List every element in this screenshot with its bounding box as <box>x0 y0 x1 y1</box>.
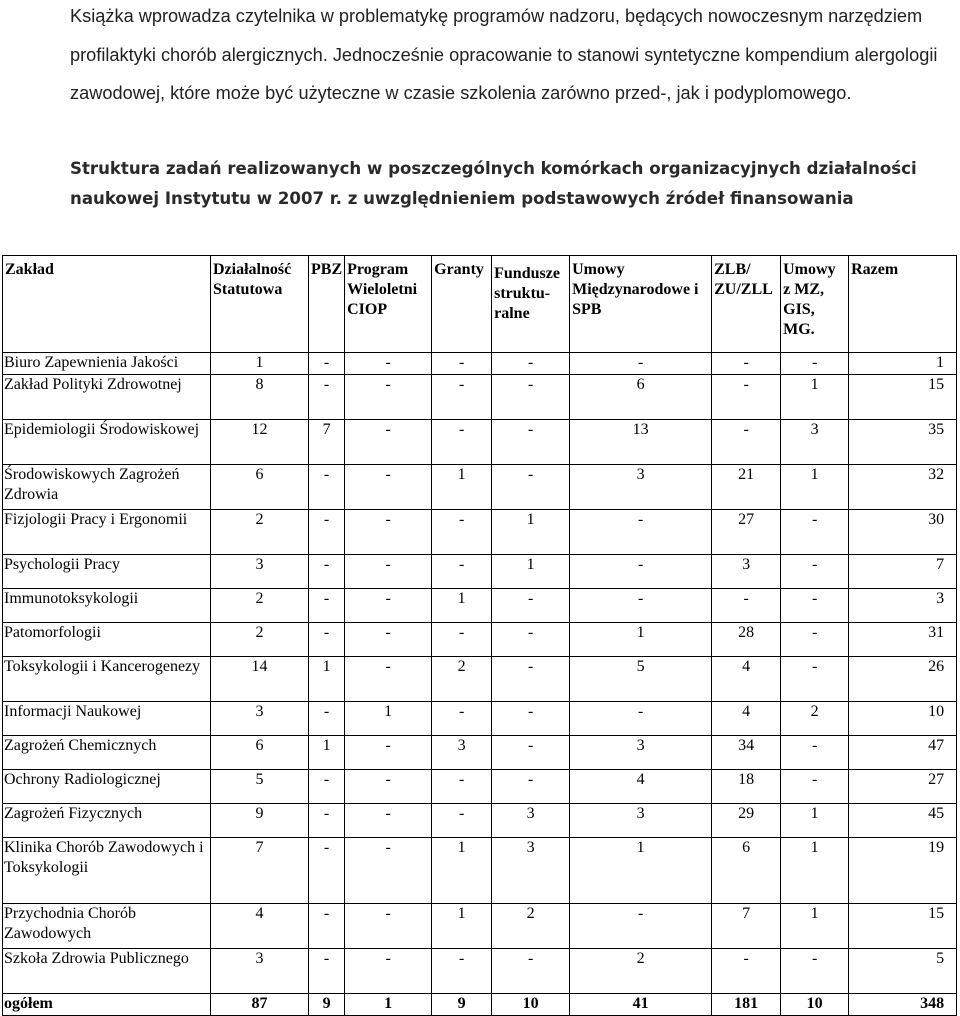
row-value-cell: 2 <box>211 623 309 657</box>
row-value-cell: 34 <box>712 736 781 770</box>
row-value-cell: 12 <box>211 420 309 465</box>
row-unit-name: Ochrony Radiologicznej <box>3 770 211 804</box>
row-value-cell: - <box>781 555 849 589</box>
row-value-cell: - <box>570 904 712 949</box>
row-value-cell: - <box>309 702 345 736</box>
table-row <box>3 510 957 555</box>
row-value-cell: 1 <box>570 838 712 904</box>
row-total-cell: 27 <box>849 770 957 804</box>
row-value-cell: 1 <box>309 657 345 702</box>
total-label: ogółem <box>3 994 211 1016</box>
row-unit-name: Toksykologii i Kancerogenezy <box>3 657 211 702</box>
row-value-cell: - <box>345 949 432 994</box>
row-value-cell: - <box>309 353 345 375</box>
table-row <box>3 420 957 465</box>
row-value-cell: - <box>345 904 432 949</box>
row-total-cell: 47 <box>849 736 957 770</box>
row-value-cell: 1 <box>781 838 849 904</box>
row-value-cell: 1 <box>781 375 849 420</box>
row-value-cell: 29 <box>712 804 781 838</box>
table-row <box>3 702 957 736</box>
row-value-cell: - <box>492 770 570 804</box>
row-value-cell: - <box>781 657 849 702</box>
row-unit-name: Zagrożeń Fizycznych <box>3 804 211 838</box>
row-value-cell: 4 <box>712 657 781 702</box>
funding-table <box>2 255 957 1016</box>
row-unit-name: Psychologii Pracy <box>3 555 211 589</box>
row-unit-name: Patomorfologii <box>3 623 211 657</box>
row-value-cell: 5 <box>570 657 712 702</box>
row-value-cell: - <box>492 353 570 375</box>
row-value-cell: - <box>345 420 432 465</box>
row-value-cell: - <box>781 949 849 994</box>
row-value-cell: - <box>309 804 345 838</box>
row-value-cell: 3 <box>211 949 309 994</box>
row-value-cell: - <box>432 375 492 420</box>
row-value-cell: - <box>309 589 345 623</box>
header-program-wieloletni: Program Wieloletni CIOP <box>345 256 432 353</box>
row-value-cell: - <box>345 770 432 804</box>
row-value-cell: - <box>432 770 492 804</box>
row-value-cell: 3 <box>211 702 309 736</box>
row-total-cell: 45 <box>849 804 957 838</box>
row-value-cell: 3 <box>570 804 712 838</box>
header-pbz: PBZ <box>309 256 345 353</box>
row-value-cell: - <box>345 375 432 420</box>
row-value-cell: - <box>712 353 781 375</box>
row-total-cell: 3 <box>849 589 957 623</box>
row-value-cell: - <box>570 353 712 375</box>
table-row <box>3 949 957 994</box>
row-total-cell: 15 <box>849 904 957 949</box>
row-value-cell: 3 <box>492 804 570 838</box>
row-value-cell: - <box>432 949 492 994</box>
row-value-cell: - <box>712 420 781 465</box>
header-statutowa: Działalność Statutowa <box>211 256 309 353</box>
row-value-cell: - <box>309 555 345 589</box>
row-value-cell: 3 <box>570 736 712 770</box>
row-value-cell: 1 <box>309 736 345 770</box>
row-value-cell: 28 <box>712 623 781 657</box>
row-value-cell: 3 <box>570 465 712 510</box>
row-value-cell: - <box>309 465 345 510</box>
row-value-cell: - <box>712 589 781 623</box>
row-value-cell: 5 <box>211 770 309 804</box>
row-value-cell: - <box>492 657 570 702</box>
row-value-cell: - <box>345 555 432 589</box>
row-value-cell: - <box>432 702 492 736</box>
row-value-cell: 7 <box>211 838 309 904</box>
row-total-cell: 15 <box>849 375 957 420</box>
header-umowy-miedzynarodowe: Umowy Międzynarodowe i SPB <box>570 256 712 353</box>
row-value-cell: - <box>309 770 345 804</box>
row-value-cell: 1 <box>432 465 492 510</box>
row-value-cell: 1 <box>345 702 432 736</box>
row-value-cell: - <box>432 804 492 838</box>
row-value-cell: 2 <box>211 510 309 555</box>
row-value-cell: - <box>345 510 432 555</box>
row-value-cell: - <box>309 838 345 904</box>
row-value-cell: 13 <box>570 420 712 465</box>
row-value-cell: 1 <box>781 465 849 510</box>
header-fundusze-label: Fundusze struktu-ralne <box>494 265 560 322</box>
row-value-cell: - <box>492 623 570 657</box>
row-value-cell: 2 <box>570 949 712 994</box>
row-value-cell: 9 <box>211 804 309 838</box>
row-value-cell: - <box>345 657 432 702</box>
row-unit-name: Przychodnia Chorób Zawodowych <box>3 904 211 949</box>
row-value-cell: - <box>345 804 432 838</box>
row-value-cell: 1 <box>432 589 492 623</box>
row-value-cell: 7 <box>309 420 345 465</box>
row-value-cell: 1 <box>432 904 492 949</box>
row-value-cell: - <box>345 623 432 657</box>
row-value-cell: - <box>309 949 345 994</box>
table-total-row <box>3 994 957 1016</box>
row-value-cell: 1 <box>781 904 849 949</box>
total-value-cell: 9 <box>309 994 345 1016</box>
row-total-cell: 19 <box>849 838 957 904</box>
row-value-cell: 6 <box>570 375 712 420</box>
row-value-cell: 2 <box>211 589 309 623</box>
row-unit-name: Zagrożeń Chemicznych <box>3 736 211 770</box>
row-value-cell: 7 <box>712 904 781 949</box>
row-value-cell: 1 <box>781 804 849 838</box>
header-umowy-mz: Umowy z MZ, GIS, MG. <box>781 256 849 353</box>
header-razem: Razem <box>849 256 957 353</box>
row-value-cell: 4 <box>570 770 712 804</box>
row-value-cell: - <box>781 589 849 623</box>
row-value-cell: 18 <box>712 770 781 804</box>
row-total-cell: 1 <box>849 353 957 375</box>
header-fundusze <box>492 256 570 353</box>
header-granty: Granty <box>432 256 492 353</box>
row-value-cell: 1 <box>492 510 570 555</box>
table-row <box>3 465 957 510</box>
row-value-cell: 3 <box>492 838 570 904</box>
row-value-cell: - <box>432 353 492 375</box>
row-value-cell: 14 <box>211 657 309 702</box>
row-value-cell: - <box>712 375 781 420</box>
row-value-cell: 8 <box>211 375 309 420</box>
total-value-cell: 181 <box>712 994 781 1016</box>
row-value-cell: - <box>570 555 712 589</box>
row-unit-name: Fizjologii Pracy i Ergonomii <box>3 510 211 555</box>
row-value-cell: - <box>570 702 712 736</box>
total-value-cell: 10 <box>781 994 849 1016</box>
row-total-cell: 10 <box>849 702 957 736</box>
row-value-cell: - <box>345 589 432 623</box>
row-value-cell: - <box>492 702 570 736</box>
row-value-cell: - <box>781 736 849 770</box>
row-total-cell: 31 <box>849 623 957 657</box>
row-value-cell: - <box>309 375 345 420</box>
total-value-cell: 9 <box>432 994 492 1016</box>
row-value-cell: - <box>570 589 712 623</box>
table-row <box>3 904 957 949</box>
row-unit-name: Immunotoksykologii <box>3 589 211 623</box>
table-row <box>3 770 957 804</box>
row-value-cell: - <box>309 623 345 657</box>
row-total-cell: 5 <box>849 949 957 994</box>
intro-paragraph: Książka wprowadza czytelnika w problematykę programów nadzoru, będących nowoczesnym narzędziem profilaktyki chorób alergicznych. Jednocześnie opracowanie to stanowi syntetyczne kompendium alergologii zawodowej, które może być użyteczne w czasie szkolenia zarówno przed-, jak i podyplomowego. <box>70 6 938 103</box>
row-value-cell: 6 <box>211 465 309 510</box>
row-value-cell: - <box>345 465 432 510</box>
row-value-cell: 27 <box>712 510 781 555</box>
table-row <box>3 555 957 589</box>
row-value-cell: - <box>492 420 570 465</box>
table-row <box>3 623 957 657</box>
row-total-cell: 35 <box>849 420 957 465</box>
row-value-cell: - <box>570 510 712 555</box>
row-value-cell: - <box>781 353 849 375</box>
table-heading: Struktura zadań realizowanych w poszczególnych komórkach organizacyjnych działalności naukowej Instytutu w 2007 r. z uwzględnieniem podstawowych źródeł finansowania <box>70 159 917 208</box>
row-value-cell: - <box>781 770 849 804</box>
total-value-cell: 41 <box>570 994 712 1016</box>
table-row <box>3 353 957 375</box>
header-zaklad: Zakład <box>3 256 211 353</box>
row-unit-name: Klinika Chorób Zawodowych i Toksykologii <box>3 838 211 904</box>
total-value-cell: 348 <box>849 994 957 1016</box>
row-value-cell: 3 <box>712 555 781 589</box>
row-total-cell: 7 <box>849 555 957 589</box>
table-row <box>3 736 957 770</box>
row-value-cell: 1 <box>570 623 712 657</box>
row-unit-name: Informacji Naukowej <box>3 702 211 736</box>
table-row <box>3 589 957 623</box>
header-zlb: ZLB/ ZU/ZLL <box>712 256 781 353</box>
row-value-cell: - <box>345 353 432 375</box>
row-value-cell: - <box>345 736 432 770</box>
row-value-cell: 6 <box>712 838 781 904</box>
row-value-cell: - <box>492 736 570 770</box>
table-header-row <box>3 256 957 353</box>
table-row <box>3 804 957 838</box>
row-value-cell: - <box>492 375 570 420</box>
row-value-cell: - <box>309 510 345 555</box>
row-value-cell: 3 <box>781 420 849 465</box>
total-value-cell: 1 <box>345 994 432 1016</box>
row-value-cell: - <box>309 904 345 949</box>
table-row <box>3 838 957 904</box>
row-value-cell: 4 <box>211 904 309 949</box>
row-value-cell: 6 <box>211 736 309 770</box>
row-unit-name: Zakład Polityki Zdrowotnej <box>3 375 211 420</box>
row-value-cell: 1 <box>492 555 570 589</box>
row-value-cell: 1 <box>211 353 309 375</box>
row-value-cell: 4 <box>712 702 781 736</box>
row-value-cell: - <box>432 510 492 555</box>
row-value-cell: - <box>781 510 849 555</box>
row-value-cell: 3 <box>211 555 309 589</box>
row-value-cell: 2 <box>432 657 492 702</box>
row-value-cell: - <box>432 623 492 657</box>
row-value-cell: - <box>492 949 570 994</box>
total-value-cell: 10 <box>492 994 570 1016</box>
row-unit-name: Szkoła Zdrowia Publicznego <box>3 949 211 994</box>
row-unit-name: Biuro Zapewnienia Jakości <box>3 353 211 375</box>
row-value-cell: - <box>492 465 570 510</box>
row-value-cell: 21 <box>712 465 781 510</box>
row-unit-name: Epidemiologii Środowiskowej <box>3 420 211 465</box>
table-row <box>3 375 957 420</box>
table-row <box>3 657 957 702</box>
total-value-cell: 87 <box>211 994 309 1016</box>
row-unit-name: Środowiskowych Zagrożeń Zdrowia <box>3 465 211 510</box>
row-value-cell: - <box>781 623 849 657</box>
row-value-cell: - <box>432 420 492 465</box>
row-value-cell: - <box>492 589 570 623</box>
row-value-cell: - <box>432 555 492 589</box>
table-body <box>3 353 957 1016</box>
row-value-cell: - <box>712 949 781 994</box>
row-value-cell: 1 <box>432 838 492 904</box>
row-value-cell: 3 <box>432 736 492 770</box>
row-value-cell: 2 <box>492 904 570 949</box>
row-value-cell: 2 <box>781 702 849 736</box>
row-total-cell: 26 <box>849 657 957 702</box>
row-value-cell: - <box>345 838 432 904</box>
row-total-cell: 30 <box>849 510 957 555</box>
row-total-cell: 32 <box>849 465 957 510</box>
